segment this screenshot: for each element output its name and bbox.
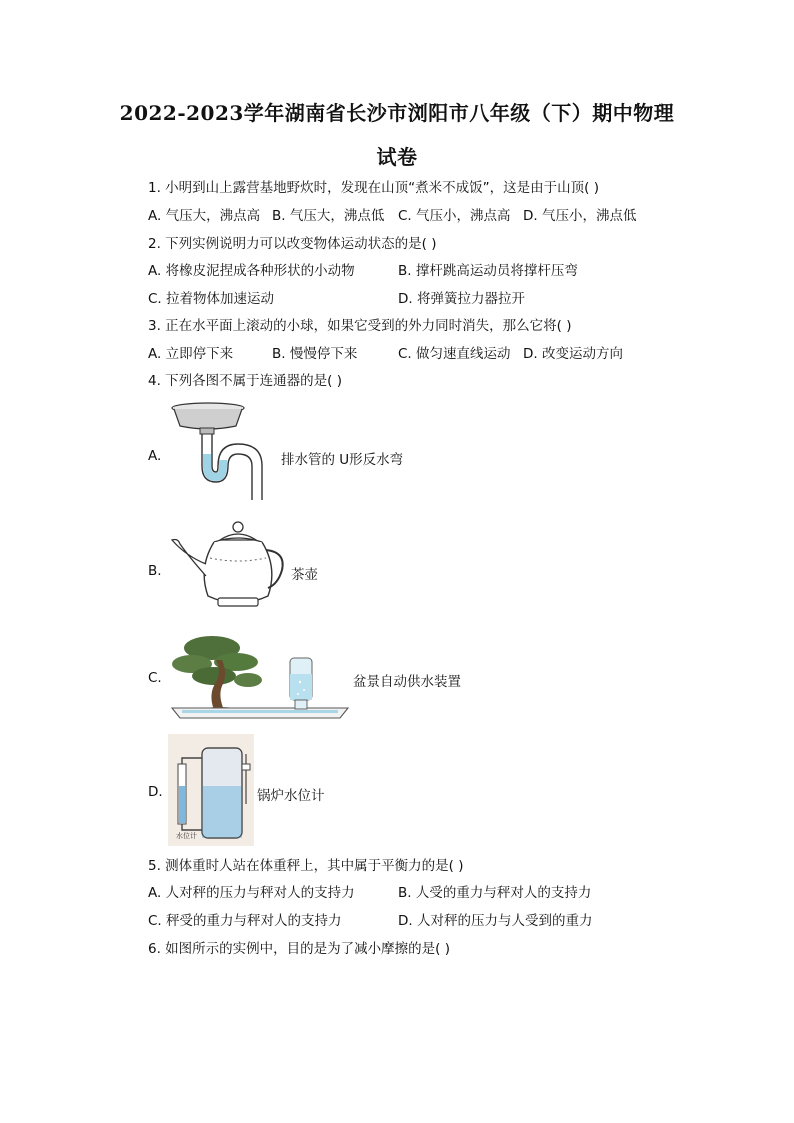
- exam-title-line1: 2022-2023学年湖南省长沙市浏阳市八年级（下）期中物理: [119, 101, 675, 125]
- q5-option-d[interactable]: D. 人对秤的压力与人受到的重力: [398, 913, 593, 929]
- q4-figure-b-caption: 茶壶: [291, 567, 318, 583]
- q5-option-a[interactable]: A. 人对秤的压力与秤对人的支持力: [148, 885, 355, 901]
- q4-figure-c-label[interactable]: C.: [148, 670, 162, 686]
- q5-option-b[interactable]: B. 人受的重力与秤对人的支持力: [398, 885, 592, 901]
- question-1-stem: 1. 小明到山上露营基地野炊时，发现在山顶“煮米不成饭”，这是由于山顶( ): [148, 180, 599, 196]
- drain-pipe-u-bend-icon: [170, 402, 270, 502]
- q2-option-a[interactable]: A. 将橡皮泥捏成各种形状的小动物: [148, 263, 355, 279]
- q1-option-b[interactable]: B. 气压大，沸点低: [272, 208, 385, 224]
- bonsai-water-feeder-icon: [170, 630, 352, 722]
- q2-option-c[interactable]: C. 拉着物体加速运动: [148, 291, 275, 307]
- question-2-stem: 2. 下列实例说明力可以改变物体运动状态的是( ): [148, 236, 437, 252]
- q4-figure-a-caption: 排水管的 U形反水弯: [281, 452, 404, 468]
- q4-figure-c-caption: 盆景自动供水装置: [353, 674, 461, 690]
- q1-option-d[interactable]: D. 气压小，沸点低: [523, 208, 637, 224]
- q3-option-a[interactable]: A. 立即停下来: [148, 346, 234, 362]
- boiler-water-gauge-icon: [168, 734, 254, 846]
- question-4-stem: 4. 下列各图不属于连通器的是( ): [148, 373, 342, 389]
- q2-option-d[interactable]: D. 将弹簧拉力器拉开: [398, 291, 525, 307]
- q3-option-d[interactable]: D. 改变运动方向: [523, 346, 623, 362]
- svg-text:水位计: 水位计: [176, 832, 197, 840]
- q4-figure-b-label[interactable]: B.: [148, 563, 162, 579]
- question-5-stem: 5. 测体重时人站在体重秤上，其中属于平衡力的是( ): [148, 858, 464, 874]
- q5-option-c[interactable]: C. 秤受的重力与秤对人的支持力: [148, 913, 342, 929]
- q4-figure-d-caption: 锅炉水位计: [257, 788, 325, 804]
- q4-figure-d-label[interactable]: D.: [148, 784, 163, 800]
- q3-option-b[interactable]: B. 慢慢停下来: [272, 346, 358, 362]
- q3-option-c[interactable]: C. 做匀速直线运动: [398, 346, 511, 362]
- q1-option-a[interactable]: A. 气压大，沸点高: [148, 208, 261, 224]
- question-3-stem: 3. 正在水平面上滚动的小球，如果它受到的外力同时消失，那么它将( ): [148, 318, 572, 334]
- q4-figure-a-label[interactable]: A.: [148, 448, 162, 464]
- q2-option-b[interactable]: B. 撑杆跳高运动员将撑杆压弯: [398, 263, 578, 279]
- exam-title-line2: 试卷: [376, 145, 418, 169]
- q1-option-c[interactable]: C. 气压小，沸点高: [398, 208, 511, 224]
- question-6-stem: 6. 如图所示的实例中，目的是为了减小摩擦的是( ): [148, 941, 450, 957]
- teapot-icon: [168, 518, 288, 613]
